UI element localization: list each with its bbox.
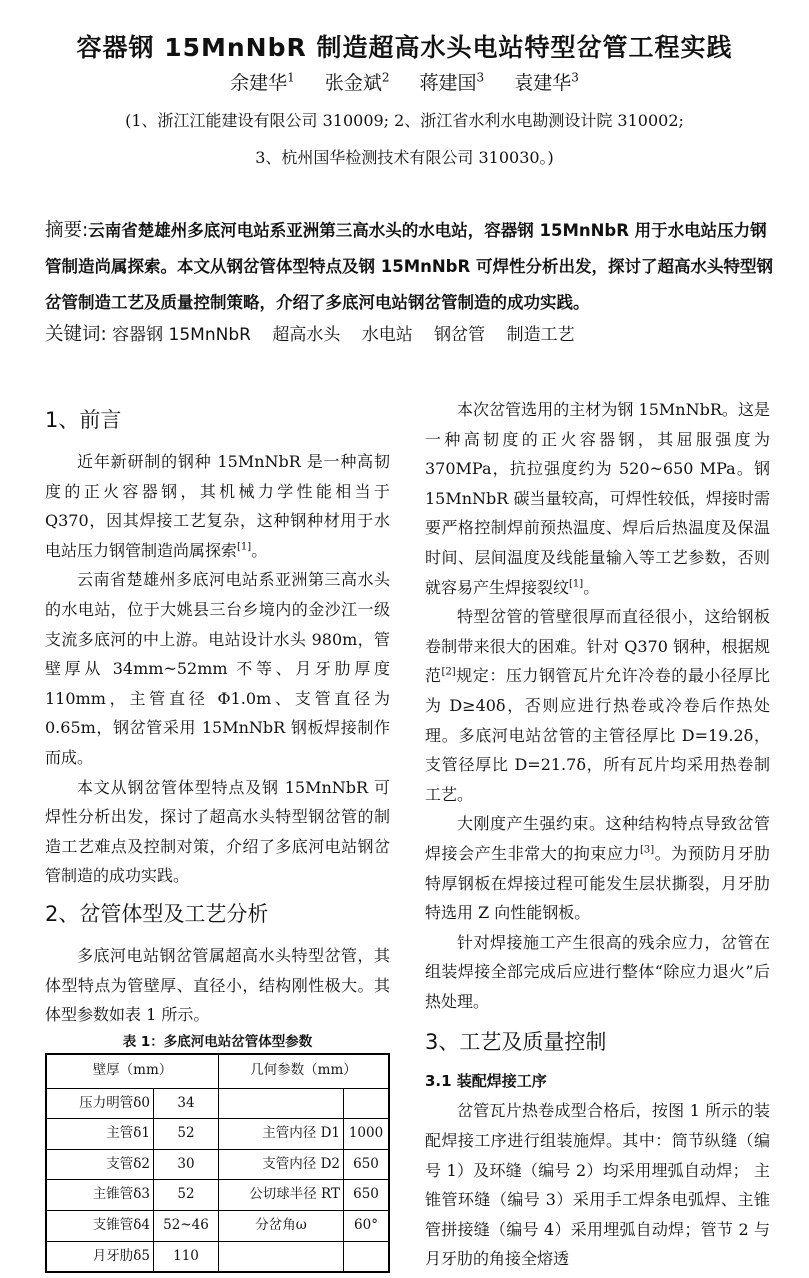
table-header: 几何参数（mm） bbox=[219, 1054, 390, 1089]
table-row bbox=[46, 1180, 389, 1211]
table-cell: 主锥管δ3 bbox=[46, 1180, 154, 1211]
affiliation-line: (1、浙江江能建设有限公司 310009; 2、浙江省水利水电勘测设计院 310002; bbox=[125, 111, 684, 130]
paragraph: 大刚度产生强约束。这种结构特点导致岔管焊接会产生非常大的拘束应力[3]。为预防月牙肋特厚钢板在焊接过程可能发生层状撕裂，月牙肋特选用 Z 向性能钢板。 bbox=[425, 814, 770, 923]
section-heading: 1、前言 bbox=[45, 408, 122, 432]
table-cell: 支管δ2 bbox=[46, 1149, 154, 1180]
keyword: 水电站 bbox=[361, 325, 413, 345]
table-cell: 压力明管δ0 bbox=[46, 1088, 154, 1119]
left-column bbox=[45, 395, 390, 1273]
table-cell: 支管内径 D2 bbox=[219, 1149, 344, 1180]
table-cell bbox=[344, 1241, 390, 1272]
citation: [2] bbox=[441, 667, 456, 679]
table-cell: 月牙肋δ5 bbox=[46, 1241, 154, 1272]
subsection-heading: 3.1 装配焊接工序 bbox=[425, 1072, 547, 1091]
table-cell: 主管内径 D1 bbox=[219, 1119, 344, 1150]
table-cell: 分岔角ω bbox=[219, 1211, 344, 1242]
table-cell bbox=[344, 1088, 390, 1119]
table-cell: 主管δ1 bbox=[46, 1119, 154, 1150]
paragraph: 岔管瓦片热卷成型合格后，按图 1 所示的装配焊接工序进行组装施焊。其中：筒节纵缝（编号 1）及环缝（编号 2）均采用埋弧自动焊； 主锥管环缝（编号 3）采用手工焊条电弧焊、主锥管拼接缝（编号 4）采用埋弧自动焊；管节 2 与月牙肋的角接全熔透 bbox=[425, 1101, 770, 1269]
section-heading: 2、岔管体型及工艺分析 bbox=[45, 901, 269, 926]
table-cell: 1000 bbox=[344, 1119, 390, 1150]
right-column bbox=[425, 395, 770, 1274]
keyword: 制造工艺 bbox=[506, 325, 575, 345]
paper-title: 容器钢 15MnNbR 制造超高水头电站特型岔管工程实践 bbox=[76, 33, 733, 62]
table-cell: 650 bbox=[344, 1149, 390, 1180]
table-row bbox=[46, 1119, 389, 1150]
author: 蒋建国$^3$ bbox=[419, 70, 485, 94]
abstract-label: 摘要: bbox=[45, 220, 89, 241]
citation: [1] bbox=[237, 541, 252, 553]
abstract-text: 云南省楚雄州多底河电站系亚洲第三高水头的水电站，容器钢 15MnNbR 用于水电站压力钢管制造尚属探索。本文从钢岔管体型特点及钢 15MnNbR 可焊性分析出发，探讨了超高水头特型钢岔管制造工艺及质量控制策略，介绍了多底河电站钢岔管制造的成功实践。 bbox=[45, 221, 773, 312]
table-cell: 60° bbox=[344, 1211, 390, 1242]
paragraph: 针对焊接施工产生很高的残余应力，岔管在组装焊接全部完成后应进行整体“除应力退火”后热处理。 bbox=[425, 932, 770, 1011]
table-cell bbox=[219, 1088, 344, 1119]
table-cell: 52 bbox=[154, 1180, 219, 1211]
table-header: 壁厚（mm） bbox=[46, 1054, 219, 1089]
citation: [3] bbox=[640, 844, 655, 856]
table-row bbox=[46, 1149, 389, 1180]
keyword: 钢岔管 bbox=[434, 325, 486, 345]
author: 袁建华$^3$ bbox=[514, 70, 579, 94]
author: 张金斌$^2$ bbox=[324, 70, 390, 94]
table-row bbox=[46, 1211, 389, 1242]
table-row bbox=[46, 1241, 389, 1272]
table-cell: 110 bbox=[154, 1241, 219, 1272]
table-cell: 52~46 bbox=[154, 1211, 219, 1242]
author: 余建华$^1$ bbox=[230, 70, 295, 94]
abstract bbox=[45, 213, 780, 321]
table-cell: 52 bbox=[154, 1119, 219, 1150]
table-header-row bbox=[46, 1054, 389, 1089]
table-cell: 34 bbox=[154, 1088, 219, 1119]
keyword: 容器钢 15MnNbR bbox=[112, 325, 251, 345]
table-cell bbox=[219, 1241, 344, 1272]
author-list bbox=[0, 68, 809, 95]
keywords bbox=[45, 320, 780, 346]
section-heading: 3、工艺及质量控制 bbox=[425, 1030, 607, 1055]
paragraph: 本文从钢岔管体型特点及钢 15MnNbR 可焊性分析出发，探讨了超高水头特型钢岔管的制造工艺难点及控制对策，介绍了多底河电站钢岔管制造的成功实践。 bbox=[45, 777, 390, 886]
affiliation-line: 3、杭州国华检测技术有限公司 310030。) bbox=[255, 148, 554, 167]
keyword: 超高水头 bbox=[272, 325, 341, 345]
paragraph: 近年新研制的钢种 15MnNbR 是一种高韧度的正火容器钢，其机械力学性能相当于 Q370，因其焊接工艺复杂，这种钢种材用于水电站压力钢管制造尚属探索[1]。 bbox=[45, 452, 390, 560]
table-cell: 公切球半径 RT bbox=[219, 1180, 344, 1211]
table-cell: 支锥管δ4 bbox=[46, 1211, 154, 1242]
keywords-label: 关键词: bbox=[45, 324, 107, 345]
citation: [1] bbox=[569, 578, 584, 590]
paragraph: 本次岔管选用的主材为钢 15MnNbR。这是一种高韧度的正火容器钢，其屈服强度为 370MPa，抗拉强度约为 520~650 MPa。钢 15MnNbR 碳当量较高，可焊性较低，焊接时需要严格控制焊前预热温度、焊后后热温度及保温时间、层间温度及线能量输入等工艺参数，否则就容易产生焊接裂纹[1]。 bbox=[425, 400, 770, 597]
table-row bbox=[46, 1088, 389, 1119]
table-cell: 650 bbox=[344, 1180, 390, 1211]
table-cell: 30 bbox=[154, 1149, 219, 1180]
paragraph: 特型岔管的管壁很厚而直径很小，这给钢板卷制带来很大的困难。针对 Q370 钢种，根据规范[2]规定：压力钢管瓦片允许冷卷的最小径厚比为 D≥40δ，否则应进行热卷或冷卷后作热处理。多底河电站岔管的主管径厚比 D=19.2δ，支管径厚比 D=21.7δ，所有瓦片均采用热卷制工艺。 bbox=[425, 607, 770, 804]
paragraph: 云南省楚雄州多底河电站系亚洲第三高水头的水电站，位于大姚县三台乡境内的金沙江一级支流多底河的中上游。电站设计水头 980m，管壁厚从 34mm~52mm 不等、月牙肋厚度 110mm，主管直径 Φ1.0m、支管直径为 0.65m，钢岔管采用 15MnNbR 钢板焊接制作而成。 bbox=[45, 570, 390, 767]
table-caption: 表 1：多底河电站岔管体型参数 bbox=[122, 1033, 313, 1050]
paragraph: 多底河电站钢岔管属超高水头特型岔管，其体型特点为管壁厚、直径小，结构刚性极大。其体型参数如表 1 所示。 bbox=[45, 945, 390, 1025]
parameter-table bbox=[45, 1053, 390, 1274]
